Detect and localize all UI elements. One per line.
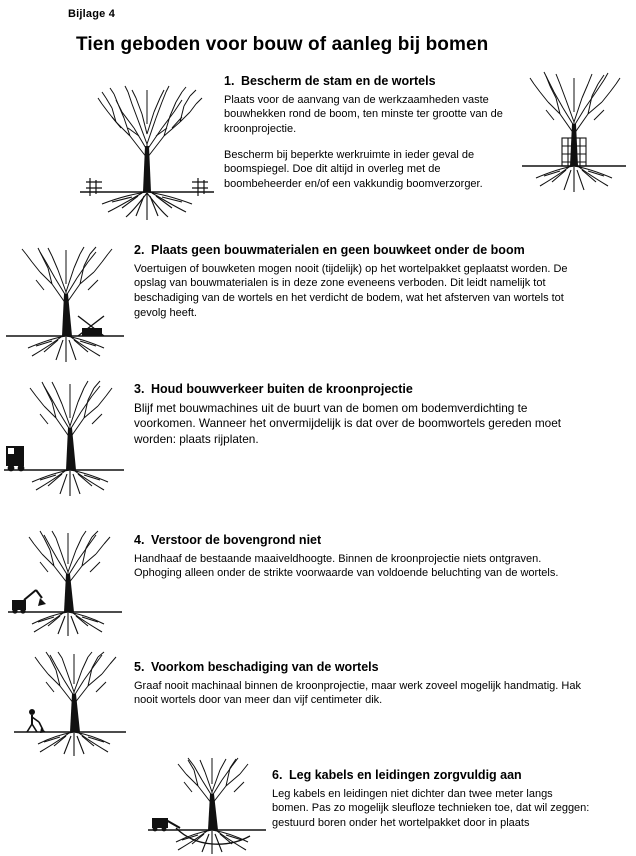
item-1-heading-text: Bescherm de stam en de wortels [241,74,436,88]
figure-tree-with-truck [2,378,128,500]
item-2-number: 2. [134,243,145,257]
item-1 [224,74,514,191]
item-6-heading-text: Leg kabels en leidingen zorgvuldig aan [289,768,522,782]
item-4-heading [134,533,589,549]
item-5-paragraph-1: Graaf nooit machinaal binnen de kroonprojectie, maar werk zoveel mogelijk handmatig. Hak nooit wortels door van meer dan vijf centimeter dik. [134,679,581,707]
item-3-heading [134,382,589,398]
item-1-paragraph-1: Plaats voor de aanvang van de werkzaamheden vaste bouwhekken rond de boom, ten minste ter grootte van de kroonprojectie. [224,93,503,135]
item-5-heading [134,660,589,676]
item-2-heading-text: Plaats geen bouwmaterialen en geen bouwkeet onder de boom [151,243,525,257]
figure-tree-with-cable-drilling-machine [146,756,268,856]
item-2-heading [134,243,599,259]
item-3-number: 3. [134,382,145,396]
item-3-heading-text: Houd bouwverkeer buiten de kroonprojectie [151,382,413,396]
item-2 [134,243,599,320]
item-5-heading-text: Voorkom beschadiging van de wortels [151,660,379,674]
figure-tree-with-fence-left [72,84,222,224]
document-reference: Bijlage 4 [68,8,116,20]
item-3-paragraph-1: Blijf met bouwmachines uit de buurt van de bomen om bodemverdichting te voorkomen. Wanneer het onvermijdelijk is dat over de boomwortels gereden moet worden: plaats rijplaten. [134,400,562,446]
item-4 [134,533,589,581]
item-5-number: 5. [134,660,145,674]
item-6 [272,768,592,831]
item-5 [134,660,589,708]
figure-tree-with-trunk-cage-right [518,68,630,198]
item-3 [134,382,589,448]
figure-tree-with-digging-worker [12,650,128,758]
item-1-number: 1. [224,74,235,88]
item-4-heading-text: Verstoor de bovengrond niet [151,533,322,547]
item-6-heading [272,768,592,784]
figure-tree-with-excavator [6,528,124,638]
item-6-number: 6. [272,768,283,782]
item-1-paragraph-2: Bescherm bij beperkte werkruimte in ieder geval de boomspiegel. Doe dit altijd in overleg met de boombeheerder en/of een vakkundig boomverzorger. [224,148,483,190]
figure-tree-with-crossed-out-materials [2,244,128,366]
page-title: Tien geboden voor bouw of aanleg bij bomen [76,34,489,55]
item-6-paragraph-1: Leg kabels en leidingen niet dichter dan twee meter langs bomen. Pas zo mogelijk sleufloze technieken toe, dat wil zeggen: gestuurd boren onder het wortelpakket door in plaats [272,787,590,829]
item-1-heading [224,74,514,90]
item-4-number: 4. [134,533,145,547]
item-4-paragraph-1: Handhaaf de bestaande maaiveldhoogte. Binnen de kroonprojectie niets ontgraven. Ophoging alleen onder de strikte voorwaarde van voldoende beluchting van de wortels. [134,552,559,580]
item-2-paragraph-1: Voertuigen of bouwketen mogen nooit (tijdelijk) op het wortelpakket geplaatst worden. De opslag van bouwmaterialen is in deze zone eveneens verboden. Dit leidt namelijk tot beschadiging van de wortels en het verdicht de bodem, wat het afsterven van wortels tot gevolg heeft. [134,262,568,319]
